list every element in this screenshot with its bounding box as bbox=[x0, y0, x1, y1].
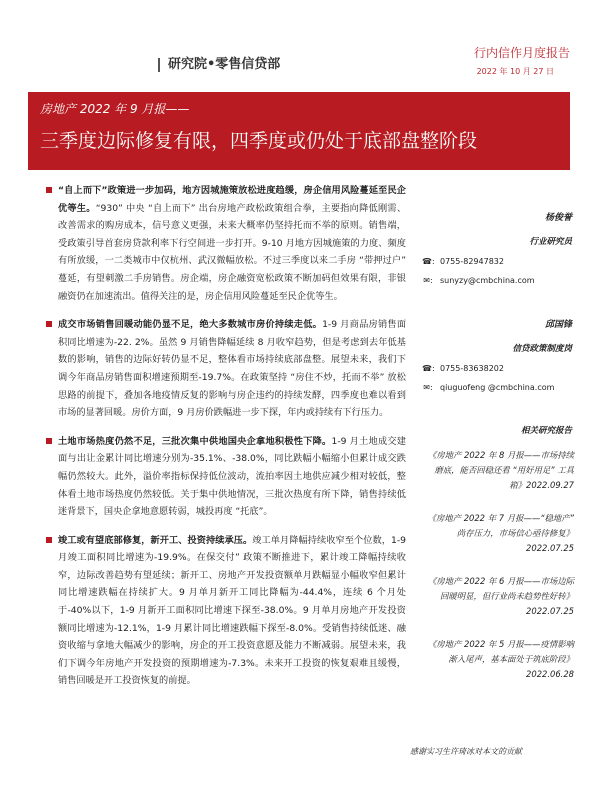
paragraph-lead: “自上而下”政策进一步加码，地方因城施策放松进度趋缓，房企信用风险蔓延至民企优等生。 bbox=[58, 185, 406, 214]
bullet-marker bbox=[46, 187, 52, 193]
analyst-card bbox=[422, 210, 582, 285]
paragraph-policy bbox=[58, 182, 406, 305]
related-report-item: 《房地产 2022 年 8 月报——市场持续磨底，能否回稳还看 “用好用足” 工具箱》2022.09.27 bbox=[427, 450, 574, 490]
analyst-phone-row bbox=[422, 257, 582, 266]
paragraph-body: 1-9 月商品房销售面积同比增速为-22. 2%。虽然 9 月销售降幅延续 8 月收窄趋势，但是考虑到去年低基数的影响，销售的边际好转仍显不足，整体看市场持续底部盘整。展望未来，我们下调今年商品房销售面积增速预期至-19.7%。在政策坚持 “房住不炒，托而不举” 放松思路的前提下，叠加各地疫情反复的影响与房企违约的持续发酵，四季度也难以看到市场的显著回暖。房价方面，9 月房价跌幅进一步下探，年内或持续有下行压力。 bbox=[58, 319, 407, 419]
report-date: 2022 年 10 月 27 日 bbox=[476, 67, 554, 76]
analyst-role: 信贷政策制度岗 bbox=[512, 344, 572, 354]
mail-icon: ✉: bbox=[423, 276, 433, 285]
analyst-email[interactable]: sunyzy@cmbchina.com bbox=[440, 276, 535, 285]
analyst-email[interactable]: qiuguofeng @cmbchina.com bbox=[440, 383, 555, 392]
analyst-email-row bbox=[422, 276, 582, 285]
paragraph-land bbox=[58, 433, 406, 521]
title-banner bbox=[28, 92, 570, 170]
paragraph-lead: 土地市场热度仍然不足，三批次集中供地国央企拿地积极性下降。 bbox=[58, 435, 332, 447]
report-subtitle: 房地产 2022 年 9 月报—— bbox=[40, 102, 190, 116]
paragraph-sales bbox=[58, 316, 406, 422]
phone-icon: ☎: bbox=[422, 257, 435, 266]
paragraph-lead: 竣工或有望底部修复，新开工、投资持续承压。 bbox=[58, 534, 253, 546]
phone-icon: ☎: bbox=[422, 364, 435, 373]
bullet-marker bbox=[46, 537, 52, 543]
related-report-item: 《房地产 2022 年 6 月报——市场边际回暖明显，但行业尚未趋势性好转》2022.07.25 bbox=[427, 576, 574, 616]
report-type: 行内信作月度报告 bbox=[473, 46, 570, 60]
analyst-card bbox=[422, 317, 582, 392]
paragraph-lead: 成交市场销售回暖动能仍显不足，绝大多数城市房价持续走低。 bbox=[58, 319, 323, 331]
report-title: 三季度边际修复有限，四季度或仍处于底部盘整阶段 bbox=[40, 130, 478, 152]
related-reports-heading: 相关研究报告 bbox=[520, 426, 572, 436]
analyst-phone: 0755-82947832 bbox=[440, 257, 504, 266]
paragraph-construction bbox=[58, 532, 406, 690]
analyst-email-row bbox=[422, 383, 582, 392]
main-text-column bbox=[58, 182, 406, 701]
paragraph-body: “930” 中央 “自上而下” 出台房地产政松政策组合拳，主要指向降低刚需、改善需求的购房成本，信号意义更强，未来大概率仍坚持托而不举的原则。销售端，受政策引导首套房贷款利率下行空间进一步打开。9-10 月地方因城施策的力度、频度有所放缓，一二类城市中仅杭州、武汉微幅放松。不过三季度以来二手房 “带押过户” 蔓延，有望刺激二手房销售。房企端，房企融资宽松政策不断加码但效果有限，非银融资仍在加速流出。值得关注的是，房企信用风险蔓延至民企优等生。 bbox=[58, 202, 407, 302]
sidebar bbox=[422, 210, 582, 700]
related-report-item: 《房地产 2022 年 5 月报——疫情影响渐入尾声，基本面处于筑底阶段》2022.06.28 bbox=[427, 639, 574, 679]
mail-icon: ✉: bbox=[423, 383, 433, 392]
analyst-name: 邱国锋 bbox=[544, 320, 572, 330]
paragraph-body: 竣工单月降幅持续收窄至个位数，1-9 月竣工面积同比增速为-19.9%。在保交付” 政策不断推进下，累计竣工降幅持续收窄，边际改善趋势有望延续；新开工、房地产开发投资额单月跌幅显小幅收窄但累计同比增速跌幅在持续扩大。9 月单月新开工同比降幅为-44.4%，连续 6 个月处于-40%以下，1-9 月新开工面积同比增速下探至-38.0%。9 月单月房地产开发投资额同比增速为-12.1%，1-9 月累计同比增速跌幅下探至-8.0%。受销售持续低迷、融资收缩与拿地大幅减少的影响，房企的开工投资意愿及能力不断减弱。展望未来，我们下调今年房地产开发投资的预期增速为-7.3%。未来开工投资的恢复艰难且缓慢，销售回暖是开工投资恢复的前提。 bbox=[58, 534, 406, 687]
analyst-phone: 0755-83638202 bbox=[440, 364, 504, 373]
bullet-marker bbox=[46, 321, 52, 327]
acknowledgement: 感谢实习生许琦冰对本文的贡献 bbox=[410, 747, 522, 756]
bullet-marker bbox=[46, 438, 52, 444]
analyst-name: 杨俊誉 bbox=[544, 213, 572, 223]
paragraph-body: 1-9 月土地成交建面与出让金累计同比增速分别为-35.1%、-38.0%，同比跌幅小幅缩小但累计成交跌幅仍然较大。此外，溢价率指标保持低位波动，流拍率因土地供应减少相对较低，整体看土地市场热度仍然较低。关于集中供地情况，三批次热度有所下降，销售持续低迷背景下，国央企拿地意愿转弱，城投再度 “托底”。 bbox=[58, 435, 406, 518]
analyst-role: 行业研究员 bbox=[529, 237, 572, 247]
department-brand: 研究院•零售信贷部 bbox=[158, 58, 280, 72]
analyst-phone-row bbox=[422, 364, 582, 373]
related-report-item: 《房地产 2022 年 7 月报——“稳地产” 尚存压力，市场信心亟待修复》2022.07.25 bbox=[427, 513, 574, 553]
